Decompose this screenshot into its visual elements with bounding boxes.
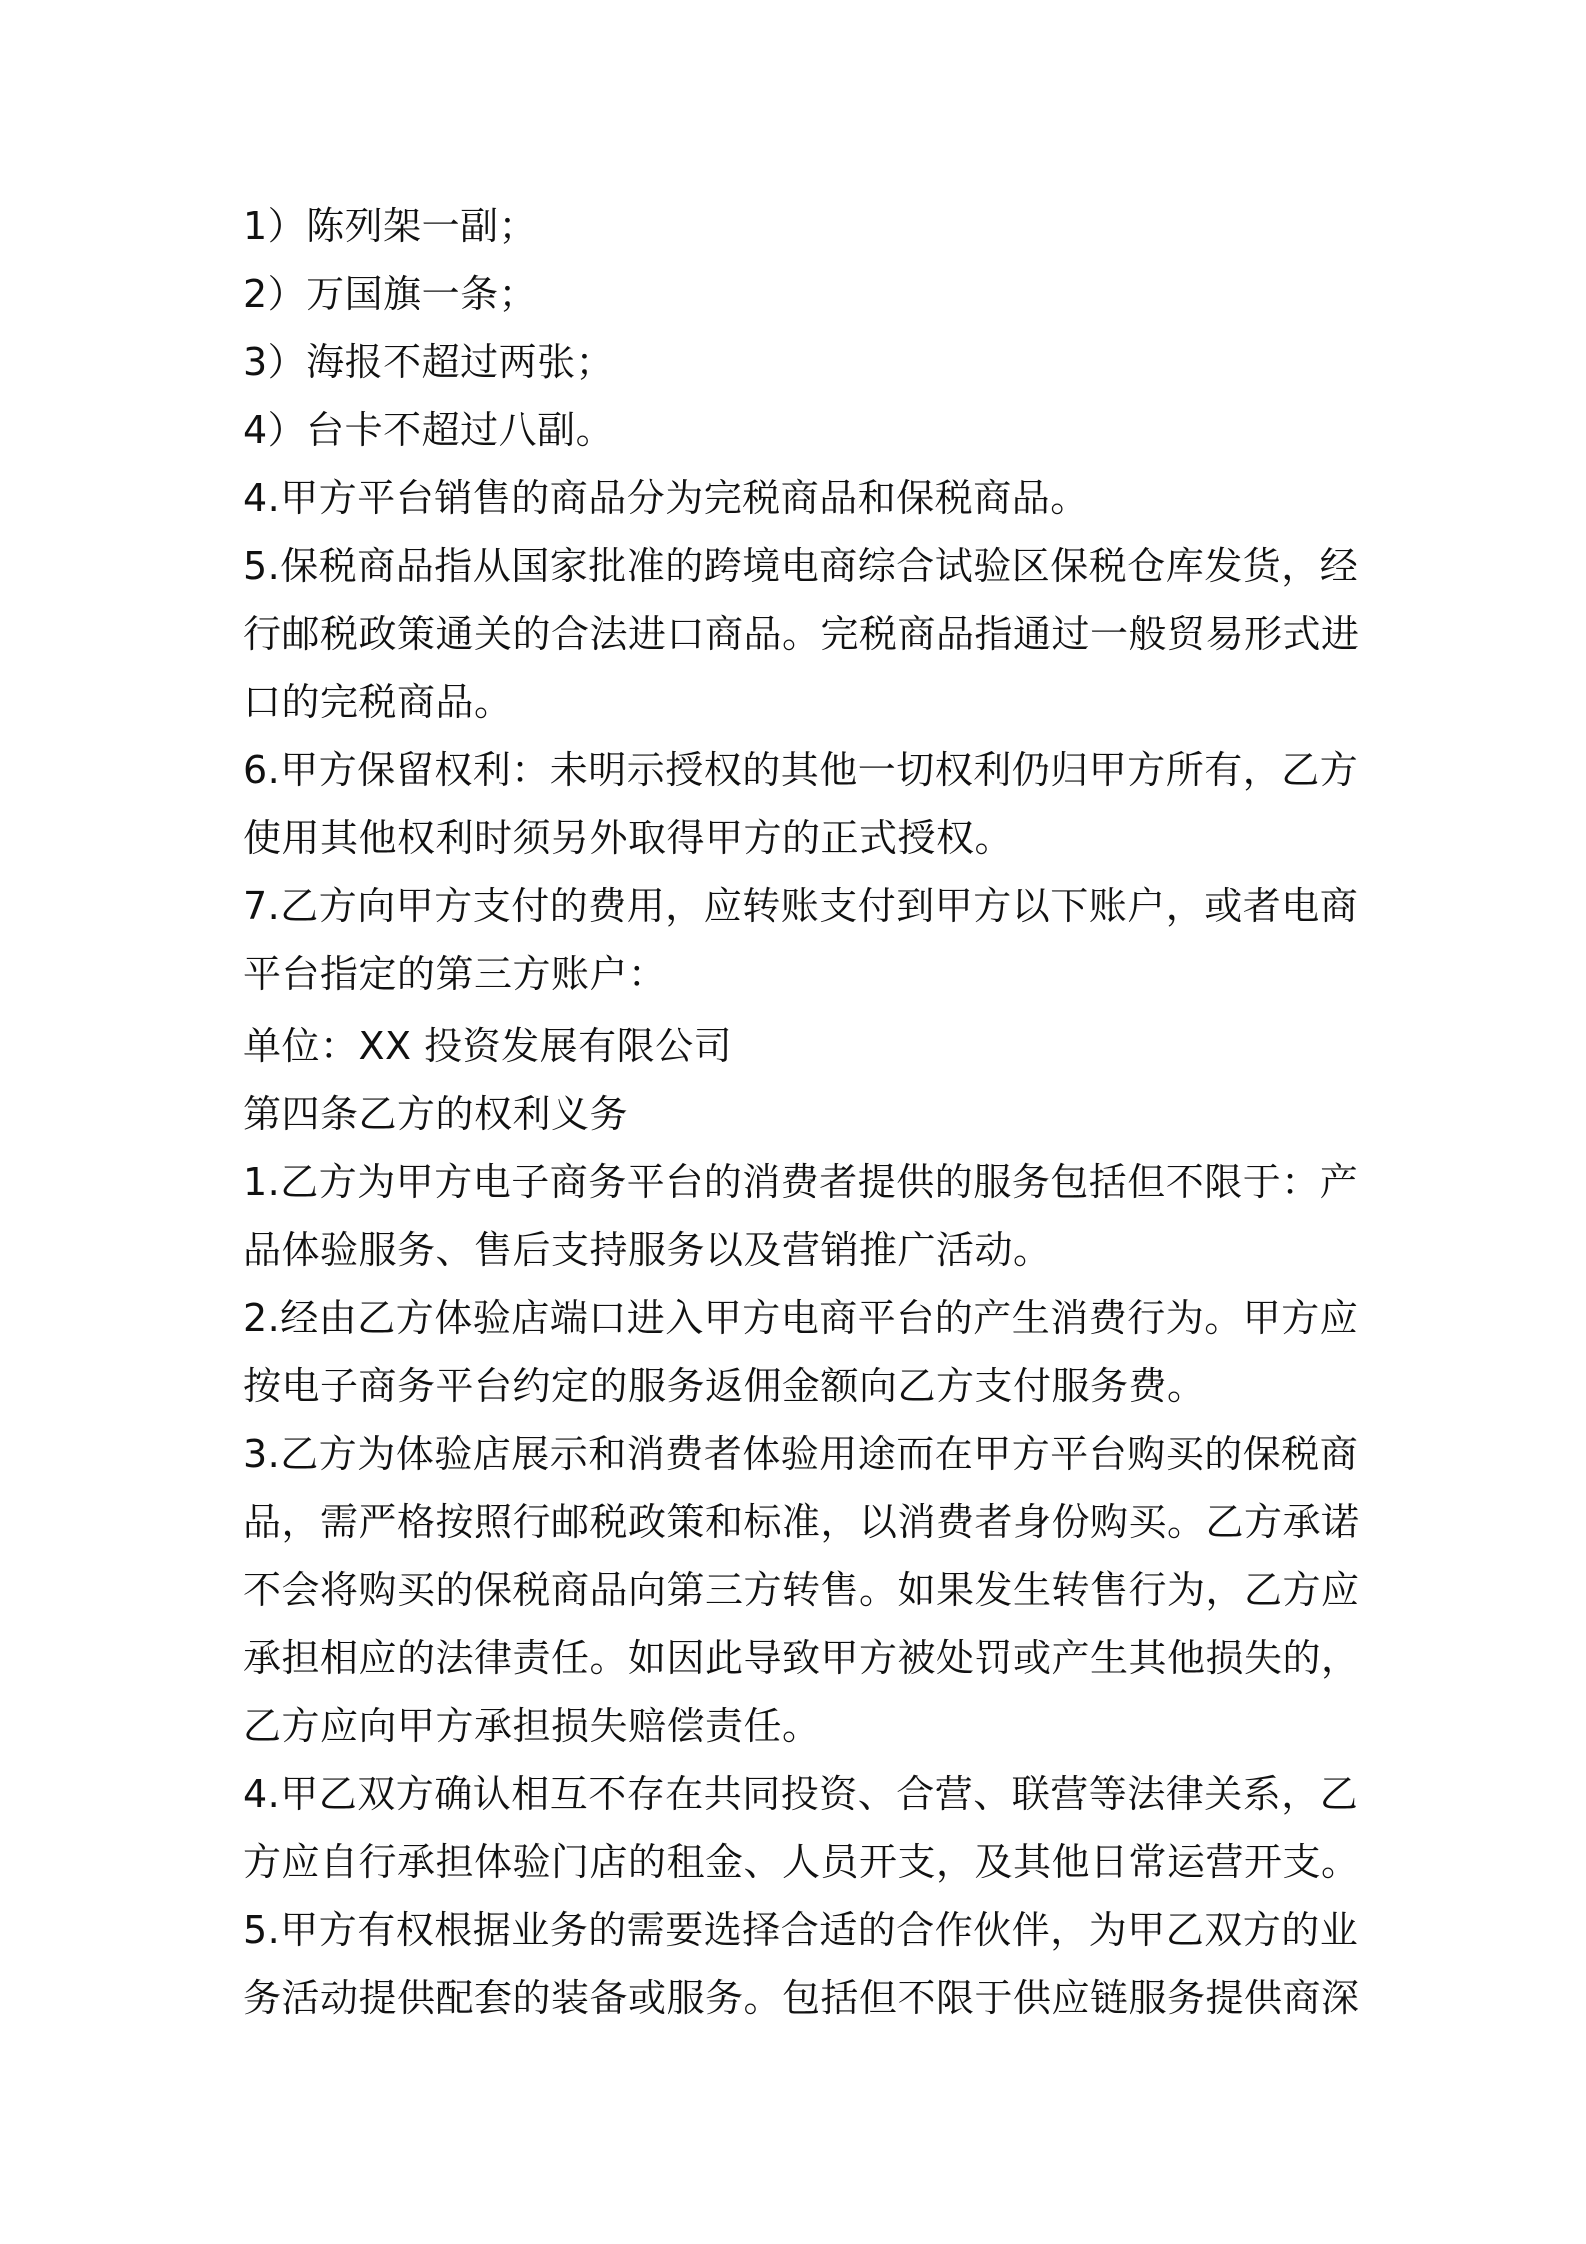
clause-5-bonded-goods: 5.保税商品指从国家批准的跨境电商综合试验区保税仓库发货，经	[243, 544, 1359, 588]
article-4-clause-2-cont: 按电子商务平台约定的服务返佣金额向乙方支付服务费。	[243, 1364, 1206, 1408]
document-body	[243, 192, 1360, 2032]
section-heading-article-4: 第四条乙方的权利义务	[243, 1092, 629, 1136]
article-4-clause-3: 3.乙方为体验店展示和消费者体验用途而在甲方平台购买的保税商	[243, 1432, 1359, 1476]
article-4-clause-3-cont-2: 不会将购买的保税商品向第三方转售。如果发生转售行为，乙方应	[243, 1568, 1360, 1612]
article-4-clause-3-cont-3: 承担相应的法律责任。如因此导致甲方被处罚或产生其他损失的，	[243, 1636, 1360, 1680]
clause-7-payment: 7.乙方向甲方支付的费用，应转账支付到甲方以下账户，或者电商	[243, 884, 1359, 928]
clause-7-payment-cont: 平台指定的第三方账户：	[243, 952, 667, 996]
article-4-clause-4-cont: 方应自行承担体验门店的租金、人员开支，及其他日常运营开支。	[243, 1840, 1360, 1884]
clause-5-bonded-goods-end: 口的完税商品。	[243, 680, 513, 724]
article-4-clause-1-cont: 品体验服务、售后支持服务以及营销推广活动。	[243, 1228, 1052, 1272]
article-4-clause-5-cont: 务活动提供配套的装备或服务。包括但不限于供应链服务提供商深	[243, 1976, 1360, 2020]
list-item-table-cards: 4）台卡不超过八副。	[243, 408, 615, 452]
clause-4-goods-types: 4.甲方平台销售的商品分为完税商品和保税商品。	[243, 476, 1089, 520]
article-4-clause-4: 4.甲乙双方确认相互不存在共同投资、合营、联营等法律关系，乙	[243, 1772, 1359, 1816]
payee-unit: 单位：XX 投资发展有限公司	[243, 1024, 733, 1068]
article-4-clause-3-cont-4: 乙方应向甲方承担损失赔偿责任。	[243, 1704, 821, 1748]
list-item-flag: 2）万国旗一条；	[243, 272, 538, 316]
clause-6-reserved-rights-cont: 使用其他权利时须另外取得甲方的正式授权。	[243, 816, 1014, 860]
article-4-clause-2: 2.经由乙方体验店端口进入甲方电商平台的产生消费行为。甲方应	[243, 1296, 1359, 1340]
list-item-posters: 3）海报不超过两张；	[243, 340, 615, 384]
clause-6-reserved-rights: 6.甲方保留权利：未明示授权的其他一切权利仍归甲方所有，乙方	[243, 748, 1359, 792]
article-4-clause-5: 5.甲方有权根据业务的需要选择合适的合作伙伴，为甲乙双方的业	[243, 1908, 1359, 1952]
list-item-display-rack: 1）陈列架一副；	[243, 204, 538, 248]
article-4-clause-1: 1.乙方为甲方电子商务平台的消费者提供的服务包括但不限于：产	[243, 1160, 1359, 1204]
article-4-clause-3-cont-1: 品，需严格按照行邮税政策和标准，以消费者身份购买。乙方承诺	[243, 1500, 1360, 1544]
clause-5-bonded-goods-cont: 行邮税政策通关的合法进口商品。完税商品指通过一般贸易形式进	[243, 612, 1360, 656]
